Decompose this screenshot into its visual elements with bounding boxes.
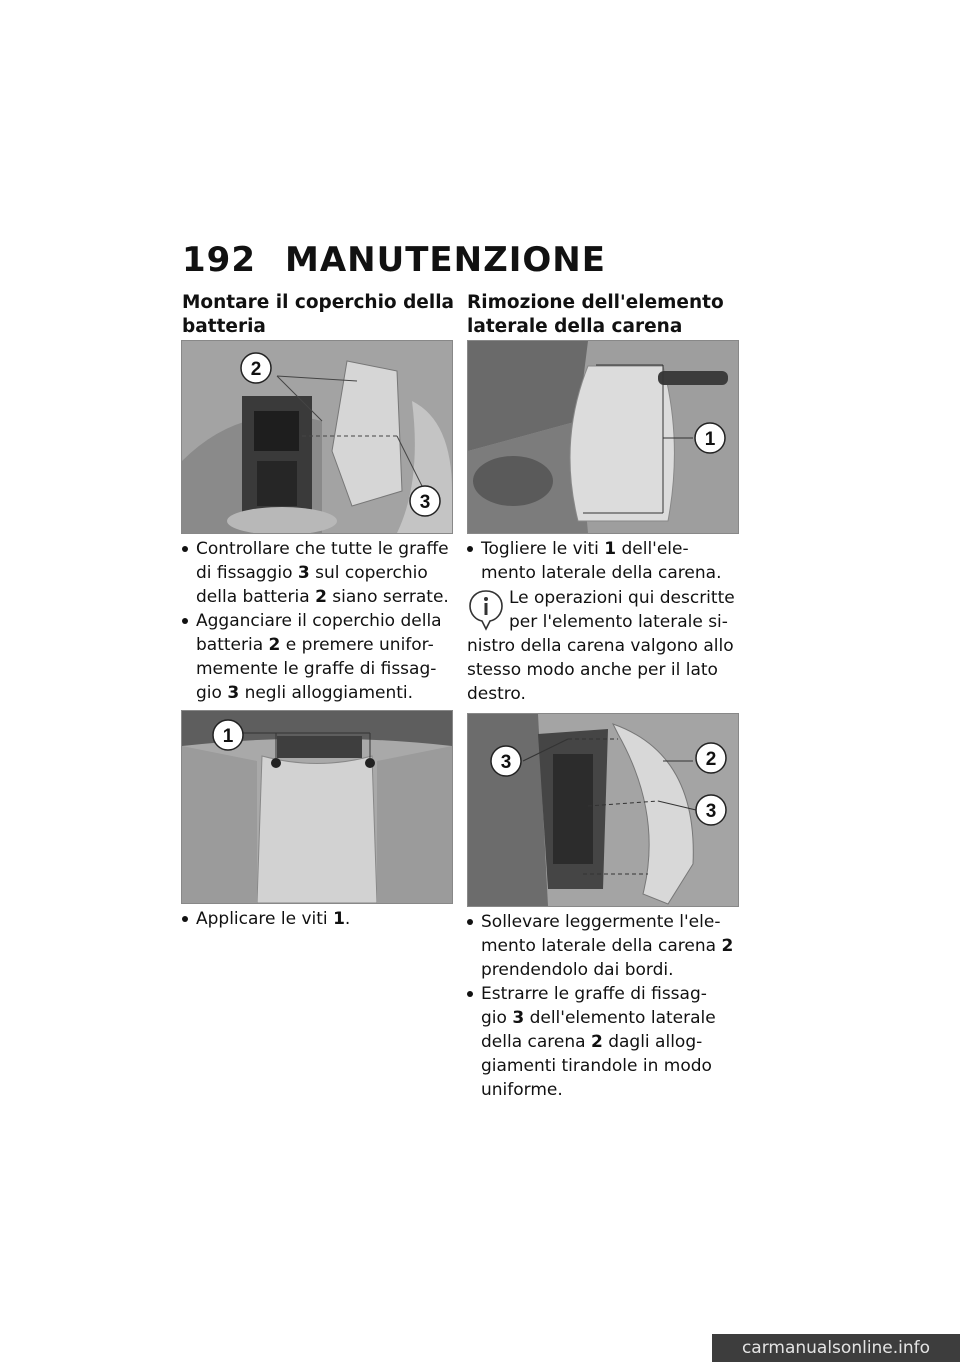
- callout-3-left: 3: [500, 752, 512, 773]
- step-text: sul coperchio: [309, 563, 428, 583]
- heading-line: laterale della carena: [467, 316, 683, 337]
- step-text: giamenti tirandole in modo: [481, 1056, 712, 1076]
- bullet-dot: [182, 618, 188, 624]
- step-list: [467, 537, 721, 585]
- step-text: dagli allog-: [602, 1032, 703, 1052]
- step-list: [467, 910, 733, 1102]
- section-heading-battery-cover: [182, 291, 454, 339]
- step-line: [196, 681, 449, 705]
- reference-number: 3: [512, 1008, 525, 1028]
- note-line: destro.: [467, 684, 526, 704]
- callout-1: 1: [222, 726, 234, 747]
- step-item: [467, 982, 733, 1102]
- step-text: della batteria: [196, 587, 316, 607]
- step-text: gio: [196, 683, 228, 703]
- callout-2: 2: [705, 749, 717, 770]
- step-text: dell'elemento laterale: [524, 1008, 716, 1028]
- section-heading-side-panel: [467, 291, 724, 339]
- note-line: Le operazioni qui descritte: [509, 588, 735, 608]
- step-text: Togliere le viti: [481, 539, 605, 559]
- step-text: Sollevare leggermente l'ele-: [481, 912, 721, 932]
- step-line: [481, 982, 733, 1006]
- step-line: [196, 561, 449, 585]
- reference-number: 1: [333, 909, 345, 929]
- watermark: carmanualsonline.info: [712, 1334, 960, 1362]
- step-item: [182, 907, 350, 931]
- step-line: [196, 633, 449, 657]
- heading-line: batteria: [182, 316, 266, 337]
- step-line: [481, 910, 733, 934]
- step-text: Applicare le viti: [196, 909, 334, 929]
- step-line: [196, 585, 449, 609]
- step-list: [182, 907, 350, 931]
- step-text: Controllare che tutte le graffe: [196, 539, 449, 559]
- step-text: prendendolo dai bordi.: [481, 960, 674, 980]
- figure-battery-cover: [181, 340, 453, 534]
- step-text: negli alloggiamenti.: [239, 683, 414, 703]
- step-text: mento laterale della carena.: [481, 563, 722, 583]
- step-item: [467, 537, 721, 585]
- step-text: uniforme.: [481, 1080, 563, 1100]
- callout-2: 2: [250, 359, 262, 380]
- reference-number: 3: [297, 563, 310, 583]
- step-line: [481, 537, 721, 561]
- step-text: Estrarre le graffe di fissag-: [481, 984, 707, 1004]
- figure-side-panel-clips: [467, 713, 739, 907]
- bullet-dot: [467, 919, 473, 925]
- heading-line: Rimozione dell'elemento: [467, 292, 724, 313]
- reference-number: 2: [315, 587, 327, 607]
- figure-front-cover-screws: [181, 710, 453, 904]
- step-text: gio: [481, 1008, 513, 1028]
- step-line: [196, 657, 449, 681]
- reference-number: 2: [268, 635, 281, 655]
- step-line: [481, 934, 733, 958]
- reference-number: 1: [604, 539, 617, 559]
- bullet-dot: [467, 991, 473, 997]
- bullet-dot: [467, 546, 473, 552]
- figure-side-panel-screws: [467, 340, 739, 534]
- step-text: della carena: [481, 1032, 591, 1052]
- step-text: mento laterale della carena: [481, 936, 722, 956]
- step-line: [481, 561, 721, 585]
- info-icon: [467, 588, 505, 632]
- step-line: [196, 609, 449, 633]
- bullet-dot: [182, 916, 188, 922]
- step-line: [481, 1006, 733, 1030]
- step-line: [196, 537, 449, 561]
- step-item: [182, 609, 449, 705]
- callout-3: 3: [419, 492, 431, 513]
- bullet-dot: [182, 546, 188, 552]
- step-line: [196, 907, 350, 931]
- callout-3-right: 3: [705, 801, 717, 822]
- page-number: 192: [182, 240, 256, 280]
- callout-1: 1: [704, 429, 716, 450]
- step-line: [481, 1078, 733, 1102]
- step-item: [467, 910, 733, 982]
- note-line: stesso modo anche per il lato: [467, 660, 718, 680]
- note-line: nistro della carena valgono allo: [467, 636, 734, 656]
- step-text: di fissaggio: [196, 563, 298, 583]
- step-line: [481, 958, 733, 982]
- reference-number: 3: [227, 683, 240, 703]
- step-text: .: [344, 909, 351, 929]
- step-text: Agganciare il coperchio della: [196, 611, 442, 631]
- heading-line: Montare il coperchio della: [182, 292, 455, 313]
- step-text: siano serrate.: [326, 587, 449, 607]
- step-line: [481, 1054, 733, 1078]
- step-text: e premere unifor-: [280, 635, 434, 655]
- reference-number: 2: [721, 936, 734, 956]
- step-text: batteria: [196, 635, 269, 655]
- chapter-title: MANUTENZIONE: [285, 240, 606, 280]
- reference-number: 2: [590, 1032, 603, 1052]
- note-line: per l'elemento laterale si-: [509, 612, 728, 632]
- step-item: [182, 537, 449, 609]
- step-text: dell'ele-: [616, 539, 689, 559]
- info-note: [467, 586, 742, 706]
- step-line: [481, 1030, 733, 1054]
- step-text: memente le graffe di fissag-: [196, 659, 437, 679]
- step-list: [182, 537, 449, 705]
